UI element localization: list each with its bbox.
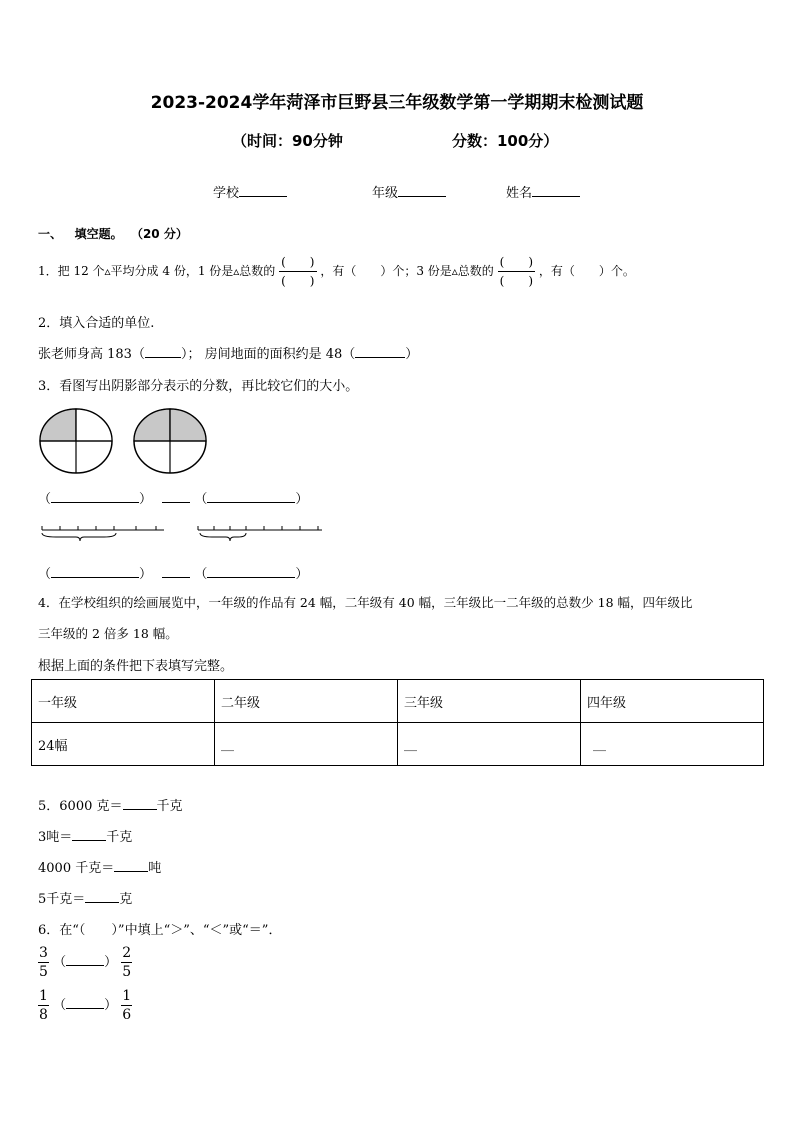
answer-row-2: （ ） （ ） bbox=[38, 567, 309, 582]
question-2-line: 张老师身高 183（ ）； 房间地面的面积约是 48（ ） bbox=[38, 347, 419, 362]
question-5-line3: 4000 千克＝ 吨 bbox=[38, 861, 162, 876]
exam-score: 分数：100分） bbox=[452, 132, 559, 150]
brace-2 bbox=[200, 533, 246, 541]
shaded-quarter bbox=[134, 409, 170, 441]
compare-row-2: $\frac{1}{8}$ （ ） $\frac{1}{6}$ bbox=[39, 988, 132, 1023]
question-2: 2．填入合适的单位. bbox=[38, 316, 155, 331]
brace-1 bbox=[42, 533, 116, 541]
segment-line-1 bbox=[42, 526, 164, 541]
school-field: 学校 bbox=[213, 182, 287, 201]
question-4: 4．在学校组织的绘画展览中，一年级的作品有 24 幅，二年级有 40 幅，三年级比一二年级的总数少 18 幅，四年级比 bbox=[38, 595, 693, 610]
table-cell: 24幅 bbox=[32, 723, 215, 766]
question-3: 3．看图写出阴影部分表示的分数，再比较它们的大小。 bbox=[38, 379, 359, 394]
segment-line-2 bbox=[198, 526, 322, 541]
grades-table bbox=[31, 679, 764, 766]
shaded-quarter bbox=[40, 409, 76, 441]
answer-row-1: （ ） （ ） bbox=[38, 492, 309, 507]
shaded-quarter bbox=[170, 409, 206, 441]
fraction: $\frac{2}{5}$ bbox=[122, 945, 132, 980]
blank-fraction-2: $\frac{( )}{( )}$ bbox=[499, 255, 534, 288]
question-4-instruction: 根据上面的条件把下表填写完整。 bbox=[38, 659, 234, 674]
table-cell: __ bbox=[398, 723, 581, 766]
page-title: 2023-2024学年菏泽市巨野县三年级数学第一学期期末检测试题 bbox=[150, 93, 644, 113]
table-row bbox=[32, 723, 764, 766]
exam-time: （时间：90分钟 bbox=[232, 132, 343, 150]
question-1: 1．把 12 个▵平均分成 4 份，1 份是▵总数的 $\frac{( )}{( )}$ ，有（ ）个；3 份是▵总数的 $\frac{( )}{( )}$ ，有（ ）个。 bbox=[38, 255, 635, 288]
table-header-cell: 一年级 bbox=[32, 680, 215, 723]
table-header-cell: 二年级 bbox=[215, 680, 398, 723]
table-cell: __ bbox=[581, 723, 764, 766]
section-heading: 一、 填空题。 （20 分） bbox=[38, 227, 188, 241]
grade-field: 年级 bbox=[372, 182, 446, 201]
fraction: $\frac{3}{5}$ bbox=[39, 945, 48, 980]
circle-figure-1 bbox=[40, 409, 112, 473]
question-6: 6．在“（ ）”中填上“＞”、“＜”或“＝”． bbox=[38, 923, 282, 938]
name-field: 姓名 bbox=[506, 182, 580, 201]
table-header-cell: 三年级 bbox=[398, 680, 581, 723]
blank-fraction-1: $\frac{( )}{( )}$ bbox=[281, 255, 315, 288]
fraction: $\frac{1}{8}$ bbox=[39, 988, 48, 1023]
circle-figure-2 bbox=[134, 409, 206, 473]
table-header-cell: 四年级 bbox=[581, 680, 764, 723]
compare-row-1: $\frac{3}{5}$ （ ） $\frac{2}{5}$ bbox=[39, 945, 132, 980]
table-header-row bbox=[32, 680, 764, 723]
question-5-line4: 5千克＝ 克 bbox=[38, 892, 133, 907]
question-4-line2: 三年级的 2 倍多 18 幅。 bbox=[38, 626, 178, 641]
fraction: $\frac{1}{6}$ bbox=[122, 988, 132, 1023]
segment-figures bbox=[38, 520, 328, 548]
question-5-line2: 3吨＝ 千克 bbox=[38, 830, 133, 845]
question-5-line1: 5．6000 克＝ 千克 bbox=[38, 799, 183, 814]
table-cell: __ bbox=[215, 723, 398, 766]
circle-figures bbox=[38, 405, 218, 480]
